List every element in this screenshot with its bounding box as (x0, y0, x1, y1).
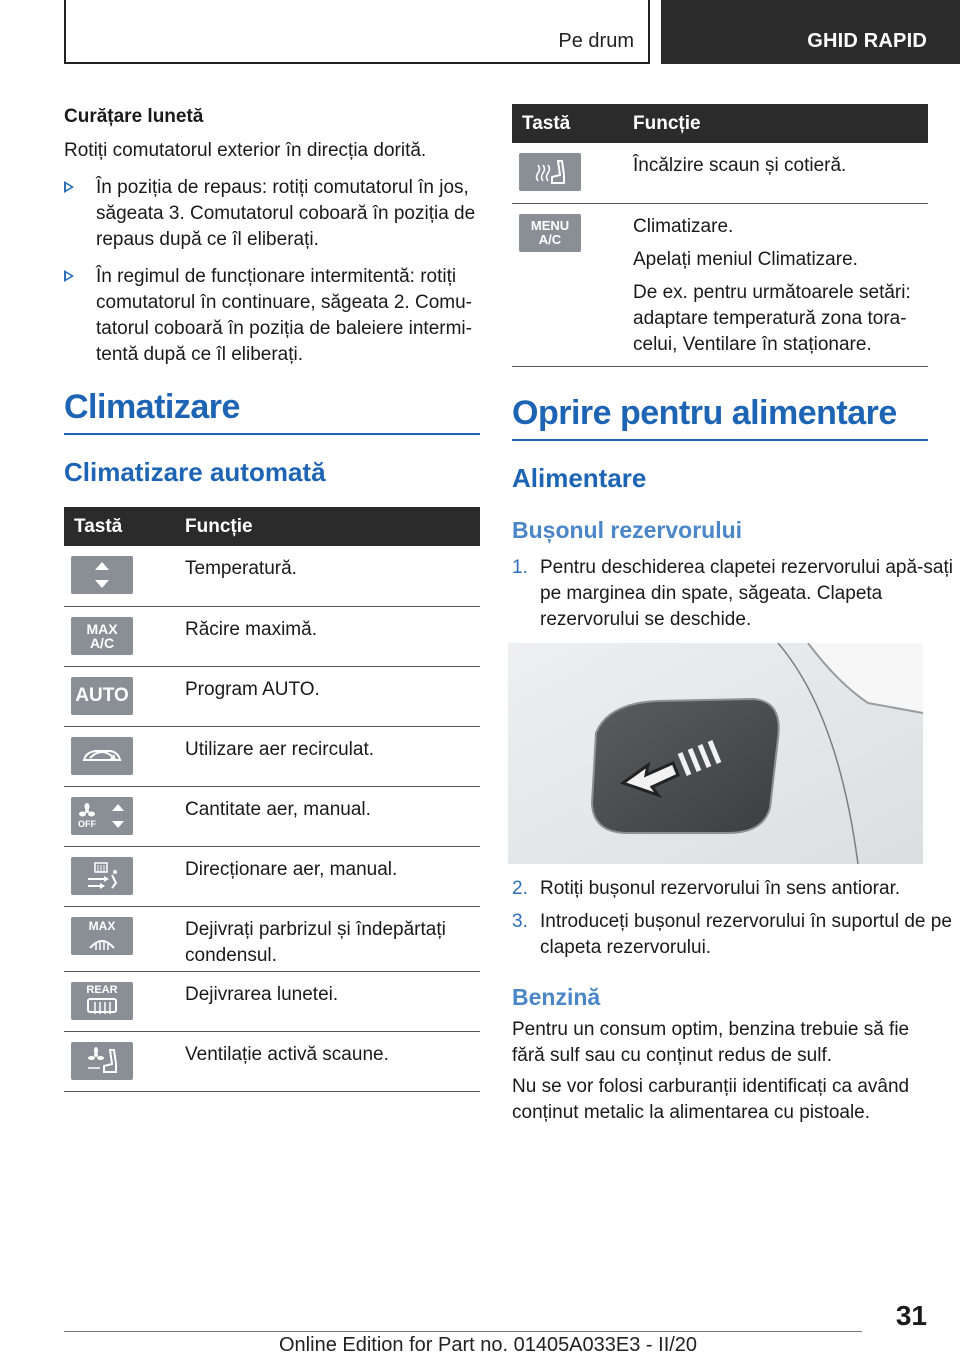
table-row (64, 786, 480, 846)
recirculation-icon (71, 737, 133, 775)
table-row (64, 726, 480, 786)
table-row (64, 1031, 480, 1091)
function-text: Încălzire scaun și cotieră. (633, 143, 928, 203)
header-chapter-tab (661, 0, 960, 64)
function-text: Temperatură. (185, 546, 480, 606)
table-row (64, 606, 480, 666)
rear-wiper-section (64, 104, 480, 368)
table-row (64, 666, 480, 726)
function-text: Program AUTO. (185, 666, 480, 726)
table-row (512, 203, 928, 366)
footer-divider (64, 1331, 862, 1332)
fuel-flap-photo (508, 643, 923, 864)
rear-wiper-title: Curățare lunetă (64, 106, 204, 127)
list-item: 2. Rotiți bușonul rezervorului în sens antiorar. (512, 878, 901, 899)
column-header-function: Funcție (185, 507, 480, 546)
list-item: 3. Introduceți bușonul rezervorului în suportul de pe clapeta rezervorului. (512, 911, 952, 958)
function-text: Răcire maximă. (185, 606, 480, 666)
seat-heating-icon (519, 153, 581, 191)
column-header-key: Tastă (64, 507, 185, 546)
heading-benzina: Benzină (512, 984, 601, 1010)
header-section: Pe drum (558, 30, 634, 52)
bullet-triangle-icon (64, 181, 74, 193)
rear-defrost-icon: REAR (71, 982, 133, 1020)
header-chapter-label: GHID RAPID (807, 30, 927, 52)
function-text: Cantitate aer, manual. (185, 786, 480, 846)
temperature-arrows-icon (71, 556, 133, 594)
list-item: 1. Pentru deschiderea clapetei rezervorului apă-sați pe marginea din spate, săgeata. Clapeta rezervorului se deschide. (512, 557, 953, 630)
footer-edition: Online Edition for Part no. 01405A033E3 - II/20 (279, 1334, 698, 1356)
page-number: 31 (895, 1300, 927, 1331)
function-text: Ventilație activă scaune. (185, 1031, 480, 1091)
function-text: Direcționare aer, manual. (185, 846, 480, 906)
bullet-triangle-icon (64, 270, 74, 282)
heading-alimentare: Alimentare (512, 463, 647, 493)
table-row (64, 546, 480, 606)
fuel-paragraph: Pentru un consum optim, benzina trebuie să fie fără sulf sau cu conținut redus de sulf. (512, 1019, 910, 1066)
fan-off-icon: OFF (71, 797, 133, 835)
bullet-item: În poziția de repaus: rotiți comutatorul în jos, săgeata 3. Comutatorul coboară în poziția de repaus după ce îl eliberați. (64, 175, 480, 253)
table-row (64, 846, 480, 906)
max-defrost-icon: MAX (71, 917, 133, 955)
climate-keys-table (64, 507, 480, 1092)
max-ac-icon: MAX A/C (71, 617, 133, 655)
seat-ventilation-icon (71, 1042, 133, 1080)
heading-climatizare-automata: Climatizare automată (64, 457, 326, 487)
bullet-item: În regimul de funcționare intermitentă: rotiți comutatorul în continuare, săgeata 2. Comu-tatorul coboară în poziția de baleiere intermi-tentă după ce îl eliberați. (64, 264, 480, 368)
column-header-key: Tastă (512, 104, 633, 143)
table-row (64, 906, 480, 971)
heading-climatizare: Climatizare (64, 388, 480, 435)
rear-wiper-intro: Rotiți comutatorul exterior în direcția dorită. (64, 140, 427, 161)
table-row (512, 143, 928, 203)
fuel-paragraph: Nu se vor folosi carburanții identificați ca având conținut metalic la alimentarea cu pistoale. (512, 1076, 910, 1123)
function-text: Climatizare. Apelați meniul Climatizare. De ex. pentru următoarele setări: adaptare temperatură zona tora-celui, Ventilare în staționare. (633, 203, 928, 366)
function-text: Dejivrați parbrizul și îndepărtați condensul. (185, 906, 480, 971)
climate-keys-table-continued (512, 104, 928, 367)
function-text: Dejivrarea lunetei. (185, 971, 480, 1031)
function-text: Utilizare aer recirculat. (185, 726, 480, 786)
air-distribution-icon (71, 857, 133, 895)
menu-ac-icon: MENU A/C (519, 214, 581, 252)
heading-oprire-alimentare: Oprire pentru alimentare (512, 394, 928, 441)
auto-icon: AUTO (71, 677, 133, 715)
table-row (64, 971, 480, 1031)
heading-busonul-rezervorului: Bușonul rezervorului (512, 517, 743, 543)
column-header-function: Funcție (633, 104, 928, 143)
